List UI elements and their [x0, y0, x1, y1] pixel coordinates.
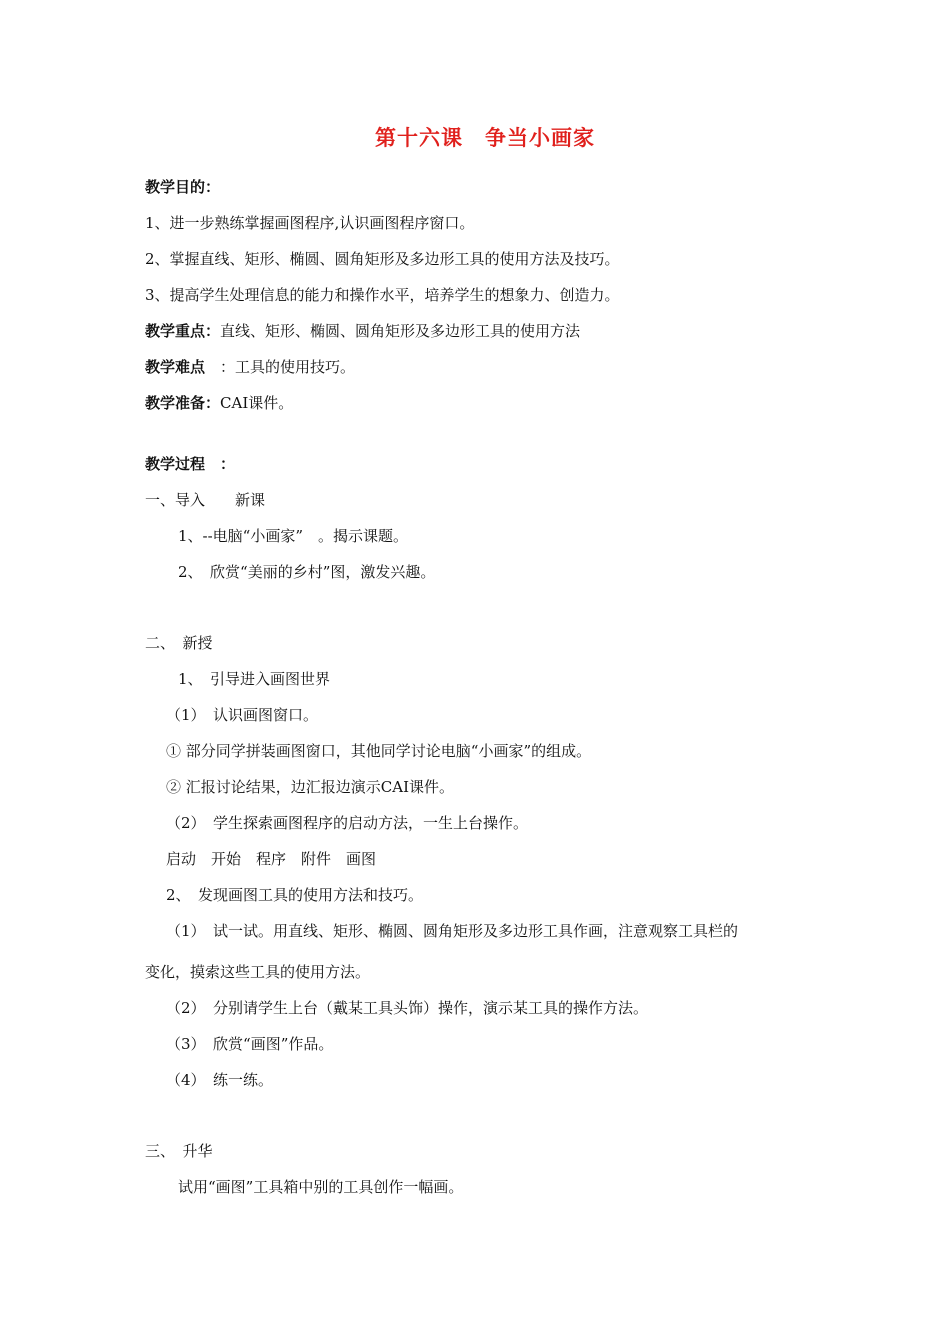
- section2-item: （1） 试一试。用直线、矩形、椭圆、圆角矩形及多边形工具作画，注意观察工具栏的: [166, 922, 739, 940]
- section3-item: 试用“画图”工具箱中别的工具创作一幅画。: [178, 1178, 464, 1196]
- goal-item: 1、进一步熟练掌握画图程序,认识画图程序窗口。: [145, 214, 475, 232]
- goals-heading: 教学目的：: [145, 178, 221, 196]
- difficulty-line: [145, 357, 355, 377]
- section2-item: （2） 学生探索画图程序的启动方法，一生上台操作。: [166, 814, 529, 832]
- section1-heading: 一、导入 新课: [145, 491, 266, 509]
- section3-heading: 三、 升华: [145, 1142, 213, 1160]
- section2-item: 2、 发现画图工具的使用方法和技巧。: [166, 886, 424, 904]
- goal-item: 3、提高学生处理信息的能力和操作水平，培养学生的想象力、创造力。: [145, 286, 620, 304]
- preparation-text: CAI课件。: [220, 394, 294, 412]
- section2-item: 1、 引导进入画图世界: [178, 670, 331, 688]
- process-heading: 教学过程 ：: [145, 455, 236, 473]
- difficulty-label: 教学难点: [145, 358, 221, 376]
- section2-heading: 二、 新授: [145, 634, 213, 652]
- key-point-text: 直线、矩形、椭圆、圆角矩形及多边形工具的使用方法: [220, 322, 581, 340]
- section1-item: 1、--电脑“小画家” 。揭示课题。: [178, 527, 409, 545]
- goal-item: 2、掌握直线、矩形、椭圆、圆角矩形及多边形工具的使用方法及技巧。: [145, 250, 620, 268]
- section2-item: 变化，摸索这些工具的使用方法。: [145, 963, 371, 981]
- key-point-label: 教学重点：: [145, 322, 221, 340]
- section2-item: ② 汇报讨论结果，边汇报边演示CAI课件。: [166, 778, 455, 796]
- section2-item: （3） 欣赏“画图”作品。: [166, 1035, 334, 1053]
- lesson-title: 第十六课 争当小画家: [375, 125, 595, 150]
- preparation-line: [145, 393, 293, 413]
- preparation-label: 教学准备：: [145, 394, 221, 412]
- section2-item: （4） 练一练。: [166, 1071, 274, 1089]
- section2-item: ① 部分同学拼装画图窗口，其他同学讨论电脑“小画家”的组成。: [166, 742, 592, 760]
- section2-item: 启动 开始 程序 附件 画图: [166, 850, 377, 868]
- section2-item: （1） 认识画图窗口。: [166, 706, 319, 724]
- section1-item: 2、 欣赏“美丽的乡村”图，激发兴趣。: [178, 563, 436, 581]
- difficulty-text: ：工具的使用技巧。: [220, 358, 356, 376]
- key-point-line: [145, 321, 580, 341]
- section2-item: （2） 分别请学生上台（戴某工具头饰）操作，演示某工具的操作方法。: [166, 999, 649, 1017]
